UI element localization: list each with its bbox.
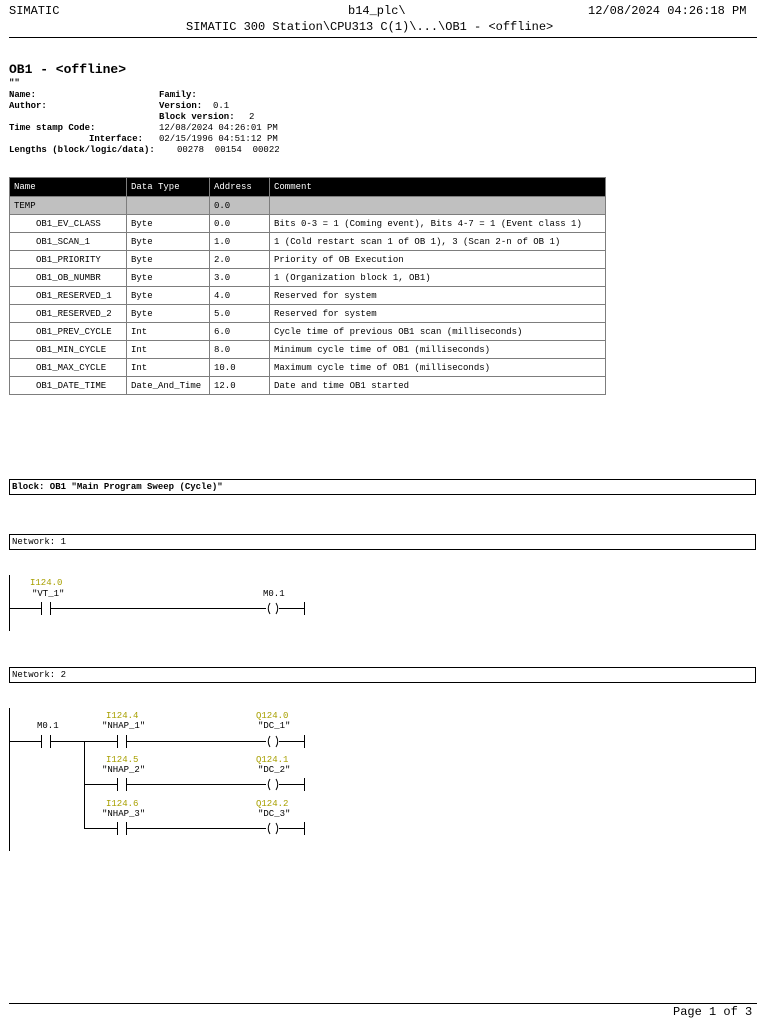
section-address: 0.0	[210, 197, 270, 215]
var-name: OB1_MAX_CYCLE	[10, 359, 127, 377]
col-header-address: Address	[210, 178, 270, 197]
col-header-comment: Comment	[270, 178, 606, 197]
print-datetime: 12/08/2024 04:26:18 PM	[588, 4, 747, 18]
n1-coil-icon	[268, 602, 304, 615]
var-name: OB1_EV_CLASS	[10, 215, 127, 233]
block-quote: ""	[9, 78, 20, 88]
n2-branch1-contact-address: I124.4	[106, 711, 139, 721]
var-type: Byte	[127, 233, 210, 251]
var-comment: Bits 0-3 = 1 (Coming event), Bits 4-7 = 1 (Event class 1)	[270, 215, 606, 233]
col-header-name: Name	[10, 178, 127, 197]
var-comment: 1 (Cold restart scan 1 of OB 1), 3 (Scan 2-n of OB 1)	[270, 233, 606, 251]
author-label: Author:	[9, 101, 47, 111]
lengths-label: Lengths (block/logic/data):	[9, 145, 155, 155]
timestamp-label: Time stamp Code:	[9, 123, 96, 133]
n2-branch3-coil-address: Q124.2	[256, 799, 289, 809]
timestamp-code: 12/08/2024 04:26:01 PM	[159, 123, 278, 133]
n2-branch2-contact-icon	[84, 778, 266, 791]
col-header-type: Data Type	[127, 178, 210, 197]
var-name: OB1_PRIORITY	[10, 251, 127, 269]
var-name: OB1_DATE_TIME	[10, 377, 127, 395]
var-type: Byte	[127, 269, 210, 287]
var-name: OB1_RESERVED_2	[10, 305, 127, 323]
n2-branch1-coil-symbol: "DC_1"	[258, 721, 291, 731]
family-label: Family:	[159, 90, 197, 100]
page-number: Page 1 of 3	[673, 1005, 753, 1019]
n1-contact-symbol: "VT_1"	[32, 589, 65, 599]
var-address: 10.0	[210, 359, 270, 377]
interface-label: Interface:	[89, 134, 144, 144]
var-address: 1.0	[210, 233, 270, 251]
n2-branch2-coil-address: Q124.1	[256, 755, 289, 765]
n1-coil-address: M0.1	[263, 589, 285, 599]
block-title: OB1 - <offline>	[9, 62, 127, 77]
object-path: SIMATIC 300 Station\CPU313 C(1)\...\OB1 - <offline>	[186, 20, 554, 34]
n2-main-contact-icon	[10, 735, 85, 748]
var-address: 2.0	[210, 251, 270, 269]
footer-divider	[9, 1003, 757, 1004]
n2-branch3-coil-icon	[268, 822, 304, 835]
var-name: OB1_RESERVED_1	[10, 287, 127, 305]
n2-branch1-contact-icon	[84, 735, 266, 748]
var-name: OB1_PREV_CYCLE	[10, 323, 127, 341]
var-type: Byte	[127, 305, 210, 323]
var-type: Byte	[127, 251, 210, 269]
var-address: 3.0	[210, 269, 270, 287]
block-version-label: Block version:	[159, 112, 235, 122]
var-address: 8.0	[210, 341, 270, 359]
var-comment: 1 (Organization block 1, OB1)	[270, 269, 606, 287]
n2-branch2-coil-symbol: "DC_2"	[258, 765, 291, 775]
var-type: Byte	[127, 215, 210, 233]
block-description: "Main Program Sweep (Cycle)"	[71, 482, 223, 492]
var-name: OB1_MIN_CYCLE	[10, 341, 127, 359]
var-name: OB1_SCAN_1	[10, 233, 127, 251]
n1-contact-address: I124.0	[30, 578, 63, 588]
n2-branch3-contact-address: I124.6	[106, 799, 139, 809]
section-name-text: TEMP	[14, 200, 36, 211]
n2-branch1-coil-icon	[268, 735, 304, 748]
interface-timestamp: 02/15/1996 04:51:12 PM	[159, 134, 278, 144]
var-type: Int	[127, 359, 210, 377]
n2-branch2-coil-icon	[268, 778, 304, 791]
n2-branch3-coil-symbol: "DC_3"	[258, 809, 291, 819]
var-type: Int	[127, 323, 210, 341]
var-comment: Reserved for system	[270, 305, 606, 323]
var-comment: Cycle time of previous OB1 scan (milliseconds)	[270, 323, 606, 341]
n2-branch1-coil-address: Q124.0	[256, 711, 289, 721]
brand-label: SIMATIC	[9, 4, 60, 18]
version-value: 0.1	[213, 101, 230, 111]
project-label: b14_plc\	[348, 4, 406, 18]
var-address: 6.0	[210, 323, 270, 341]
network-2-header[interactable]	[9, 667, 756, 683]
var-address: 4.0	[210, 287, 270, 305]
n1-contact-icon	[10, 602, 51, 615]
network-2-label: Network: 2	[12, 670, 67, 680]
name-label: Name:	[9, 90, 37, 100]
n2-branch2-contact-symbol: "NHAP_2"	[102, 765, 146, 775]
n2-branch1-contact-symbol: "NHAP_1"	[102, 721, 146, 731]
n2-branch3-contact-symbol: "NHAP_3"	[102, 809, 146, 819]
n2-main-contact-address: M0.1	[37, 721, 59, 731]
n2-branch2-contact-address: I124.5	[106, 755, 139, 765]
var-address: 12.0	[210, 377, 270, 395]
var-comment: Minimum cycle time of OB1 (milliseconds)	[270, 341, 606, 359]
var-comment: Maximum cycle time of OB1 (milliseconds)	[270, 359, 606, 377]
lengths-value: 00278 00154 00022	[177, 145, 280, 155]
var-address: 0.0	[210, 215, 270, 233]
var-type: Byte	[127, 287, 210, 305]
var-address: 5.0	[210, 305, 270, 323]
version-label: Version:	[159, 101, 203, 111]
network-1-label: Network: 1	[12, 537, 67, 547]
var-name: OB1_OB_NUMBR	[10, 269, 127, 287]
block-version-value: 2	[249, 112, 255, 122]
var-type: Date_And_Time	[127, 377, 210, 395]
var-comment: Priority of OB Execution	[270, 251, 606, 269]
n2-branch3-contact-icon	[84, 822, 266, 835]
var-comment: Reserved for system	[270, 287, 606, 305]
block-label: Block: OB1	[12, 482, 67, 492]
var-type: Int	[127, 341, 210, 359]
var-comment: Date and time OB1 started	[270, 377, 606, 395]
